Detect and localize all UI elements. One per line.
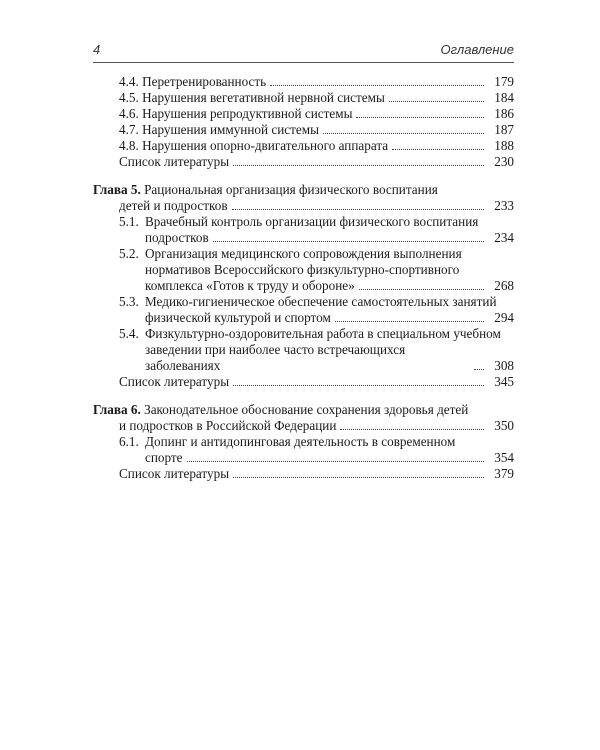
- toc-page: 354: [494, 450, 514, 465]
- table-of-contents: [93, 74, 514, 482]
- dot-leader: [187, 461, 484, 462]
- dot-leader: [233, 165, 484, 166]
- dot-leader: [389, 101, 484, 102]
- toc-page: 294: [494, 310, 514, 325]
- toc-chapter-5-title: Глава 5. Рациональная организация физического воспитания: [93, 182, 438, 197]
- toc-entry-5-2-cont: нормативов Всероссийского физкультурно-спортивного: [145, 262, 460, 277]
- dot-leader: [270, 85, 484, 86]
- dot-leader: [474, 369, 484, 370]
- toc-page: 234: [494, 230, 514, 245]
- toc-entry-4-8: 4.8. Нарушения опорно-двигательного аппарата 188: [119, 138, 514, 153]
- dot-leader: [232, 209, 484, 210]
- dot-leader: [340, 429, 484, 430]
- toc-page: 268: [494, 278, 514, 293]
- toc-entry-4-6: 4.6. Нарушения репродуктивной системы 186: [119, 106, 514, 121]
- toc-entry-5-2: 5.2. Организация медицинского сопровождения выполнения: [119, 246, 462, 261]
- toc-page: 187: [494, 122, 514, 137]
- toc-entry-5-3: 5.3. Медико-гигиеническое обеспечение самостоятельных занятий: [119, 294, 497, 309]
- header-rule: [93, 62, 514, 63]
- dot-leader: [213, 241, 484, 242]
- toc-entry-4-4: 4.4. Перетренированность 179: [119, 74, 514, 89]
- toc-chapter-6-title-cont: и подростков в Российской Федерации 350: [119, 418, 514, 433]
- toc-entry-6-1-cont: спорте 354: [145, 450, 514, 465]
- toc-page: 350: [494, 418, 514, 433]
- toc-page: 230: [494, 154, 514, 169]
- toc-page: 179: [494, 74, 514, 89]
- toc-entry-ch6-literature: Список литературы 379: [119, 466, 514, 481]
- dot-leader: [233, 477, 484, 478]
- toc-page: 308: [494, 358, 514, 373]
- toc-chapter-5-title-cont: детей и подростков 233: [119, 198, 514, 213]
- toc-page: 233: [494, 198, 514, 213]
- toc-page: 186: [494, 106, 514, 121]
- dot-leader: [335, 321, 484, 322]
- toc-entry-5-4-cont: заведении при наиболее часто встречающихся заболеваниях 308: [145, 342, 514, 373]
- toc-entry-ch5-literature: Список литературы 345: [119, 374, 514, 389]
- toc-entry-5-4: 5.4. Физкультурно-оздоровительная работа в специальном учебном: [119, 326, 501, 341]
- toc-entry-5-1-cont: подростков 234: [145, 230, 514, 245]
- dot-leader: [233, 385, 484, 386]
- dot-leader: [323, 133, 484, 134]
- page-number: 4: [93, 42, 101, 57]
- toc-entry-4-5: 4.5. Нарушения вегетативной нервной системы 184: [119, 90, 514, 105]
- toc-chapter-6-title: Глава 6. Законодательное обоснование сохранения здоровья детей: [93, 402, 469, 417]
- toc-entry-4-7: 4.7. Нарушения иммунной системы 187: [119, 122, 514, 137]
- dot-leader: [359, 289, 484, 290]
- toc-page: 379: [494, 466, 514, 481]
- toc-page: 345: [494, 374, 514, 389]
- toc-page: 188: [494, 138, 514, 153]
- dot-leader: [392, 149, 484, 150]
- toc-entry-5-1: 5.1. Врачебный контроль организации физического воспитания: [119, 214, 479, 229]
- toc-page: 184: [494, 90, 514, 105]
- toc-entry-6-1: 6.1. Допинг и антидопинговая деятельность в современном: [119, 434, 456, 449]
- running-header-title: Оглавление: [440, 42, 514, 57]
- dot-leader: [356, 117, 484, 118]
- toc-entry-ch4-literature: Список литературы 230: [119, 154, 514, 169]
- toc-entry-5-3-cont: физической культурой и спортом 294: [145, 310, 514, 325]
- toc-entry-5-2-cont2: комплекса «Готов к труду и обороне» 268: [145, 278, 514, 293]
